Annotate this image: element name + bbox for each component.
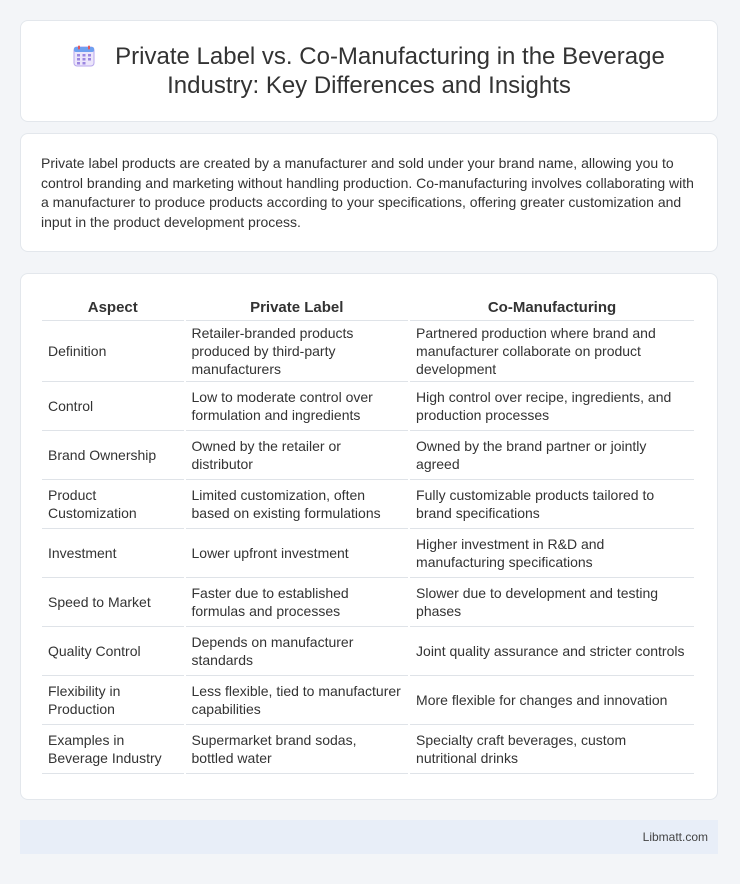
- private-label-cell: Less flexible, tied to manufacturer capabilities: [186, 676, 409, 725]
- co-manufacturing-cell: Owned by the brand partner or jointly agreed: [410, 431, 694, 480]
- co-manufacturing-cell: Partnered production where brand and manufacturer collaborate on product development: [410, 321, 694, 382]
- table-row: [42, 321, 694, 382]
- aspect-cell: Brand Ownership: [42, 431, 184, 480]
- table-row: [42, 431, 694, 480]
- co-manufacturing-cell: Higher investment in R&D and manufacturing specifications: [410, 529, 694, 578]
- private-label-cell: Faster due to established formulas and processes: [186, 578, 409, 627]
- co-manufacturing-cell: Fully customizable products tailored to brand specifications: [410, 480, 694, 529]
- private-label-cell: Retailer-branded products produced by third-party manufacturers: [186, 321, 409, 382]
- header-aspect: Aspect: [42, 292, 184, 321]
- private-label-cell: Lower upfront investment: [186, 529, 409, 578]
- table-header-row: [42, 292, 694, 321]
- title-wrap: [49, 42, 689, 100]
- comparison-table: [40, 292, 696, 774]
- header-private-label: Private Label: [186, 292, 409, 321]
- co-manufacturing-cell: Joint quality assurance and stricter controls: [410, 627, 694, 676]
- aspect-cell: Flexibility in Production: [42, 676, 184, 725]
- aspect-cell: Quality Control: [42, 627, 184, 676]
- table-row: [42, 578, 694, 627]
- table-row: [42, 627, 694, 676]
- co-manufacturing-cell: More flexible for changes and innovation: [410, 676, 694, 725]
- aspect-cell: Definition: [42, 321, 184, 382]
- co-manufacturing-cell: Slower due to development and testing phases: [410, 578, 694, 627]
- footer: [20, 820, 718, 854]
- table-row: [42, 676, 694, 725]
- aspect-cell: Control: [42, 382, 184, 431]
- private-label-cell: Depends on manufacturer standards: [186, 627, 409, 676]
- table-row: [42, 529, 694, 578]
- table-card: [20, 273, 718, 800]
- private-label-cell: Low to moderate control over formulation and ingredients: [186, 382, 409, 431]
- aspect-cell: Speed to Market: [42, 578, 184, 627]
- header-co-manufacturing: Co-Manufacturing: [410, 292, 694, 321]
- page-title: Private Label vs. Co-Manufacturing in the Beverage Industry: Key Differences and Insights: [115, 43, 665, 99]
- table-row: [42, 480, 694, 529]
- private-label-cell: Limited customization, often based on existing formulations: [186, 480, 409, 529]
- aspect-cell: Product Customization: [42, 480, 184, 529]
- table-row: [42, 382, 694, 431]
- private-label-cell: Supermarket brand sodas, bottled water: [186, 725, 409, 774]
- intro-paragraph: Private label products are created by a manufacturer and sold under your brand name, allowing you to control branding and marketing without handling production. Co-manufacturing involves collaborating with a manufacturer to produce products according to your specifications, offering greater customization and input in the product development process.: [41, 155, 694, 230]
- aspect-cell: Investment: [42, 529, 184, 578]
- table-row: [42, 725, 694, 774]
- intro-card: [20, 133, 718, 252]
- co-manufacturing-cell: High control over recipe, ingredients, and production processes: [410, 382, 694, 431]
- aspect-cell: Examples in Beverage Industry: [42, 725, 184, 774]
- private-label-cell: Owned by the retailer or distributor: [186, 431, 409, 480]
- footer-site-link[interactable]: Libmatt.com: [642, 830, 708, 844]
- co-manufacturing-cell: Specialty craft beverages, custom nutritional drinks: [410, 725, 694, 774]
- title-card: [20, 20, 718, 122]
- calendar-icon: [73, 45, 95, 67]
